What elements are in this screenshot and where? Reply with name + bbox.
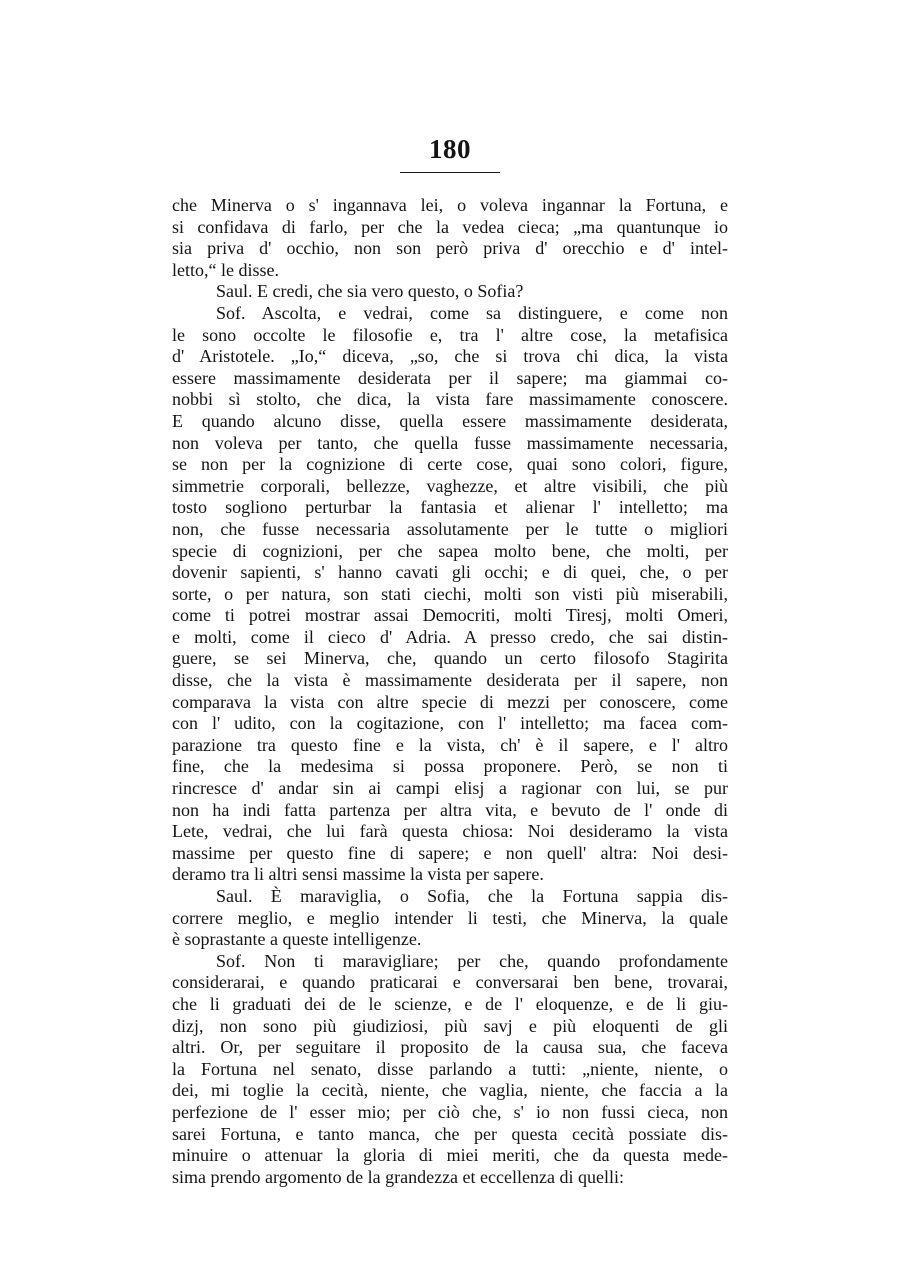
text-line: non, che fusse necessaria assolutamente per le tutte o migliori [172, 518, 728, 539]
text-line: sorte, o per natura, son stati ciechi, molti son visti più miserabili, [172, 583, 728, 604]
text-line: guere, se sei Minerva, che, quando un certo filosofo Stagirita [172, 648, 728, 669]
text-line: deramo tra li altri sensi massime la vista per sapere. [172, 864, 544, 885]
text-line: disse, che la vista è massimamente desiderata per il sapere, non [172, 670, 728, 691]
text-line: Saul. E credi, che sia vero questo, o Sofia? [216, 281, 524, 302]
text-line: con l' udito, con la cogitazione, con l' intelletto; ma facea com- [172, 713, 728, 734]
text-line: parazione tra questo fine e la vista, ch' è il sapere, e l' altro [172, 734, 728, 755]
text-line: sia priva d' occhio, non son però priva d' orecchio e d' intel- [172, 238, 728, 259]
text-line: altri. Or, per seguitare il proposito de la causa sua, che faceva [172, 1037, 728, 1058]
text-line: fine, che la medesima si possa proponere. Però, se non ti [172, 756, 728, 777]
body-text [172, 195, 728, 1188]
text-line: correre meglio, e meglio intender li testi, che Minerva, la quale [172, 907, 728, 928]
text-line: Sof. Non ti maravigliare; per che, quando profondamente [216, 950, 728, 971]
text-line: che Minerva o s' ingannava lei, o voleva ingannar la Fortuna, e [172, 195, 728, 215]
text-line: non ha indi fatta partenza per altra vita, e bevuto de l' onde di [172, 799, 728, 820]
text-line: si confidava di farlo, per che la vedea cieca; „ma quantunque io [172, 216, 728, 237]
text-line: se non per la cognizione di certe cose, quai sono colori, figure, [172, 454, 728, 475]
text-line: dei, mi toglie la cecità, niente, che vaglia, niente, che faccia a la [172, 1080, 728, 1101]
text-line: nobbi sì stolto, che dica, la vista fare massimamente conoscere. [172, 389, 728, 410]
text-line: massime per questo fine di sapere; e non quell' altra: Noi desi- [172, 842, 728, 863]
text-line: considerarai, e quando praticarai e conversarai ben bene, trovarai, [172, 972, 728, 993]
text-line: essere massimamente desiderata per il sapere; ma giammai co- [172, 367, 728, 388]
header-rule [400, 172, 500, 173]
text-line: non voleva per tanto, che quella fusse massimamente necessaria, [172, 432, 728, 453]
text-line: Lete, vedrai, che lui farà questa chiosa: Noi desideramo la vista [172, 821, 728, 842]
text-line: sarei Fortuna, e tanto manca, che per questa cecità possiate dis- [172, 1123, 728, 1144]
text-line: le sono occolte le filosofie e, tra l' altre cose, la metafisica [172, 324, 728, 345]
text-line: comparava la vista con altre specie di mezzi per conoscere, come [172, 691, 728, 712]
text-line: letto,“ le disse. [172, 259, 279, 280]
text-line: perfezione de l' esser mio; per ciò che, s' io non fussi cieca, non [172, 1101, 728, 1122]
text-line: dizj, non sono più giudiziosi, più savj e più eloquenti de gli [172, 1015, 728, 1036]
text-line: E quando alcuno disse, quella essere massimamente desiderata, [172, 410, 728, 431]
text-line: come ti potrei mostrar assai Democriti, molti Tiresj, molti Omeri, [172, 605, 728, 626]
text-line: Saul. È maraviglia, o Sofia, che la Fortuna sappia dis- [216, 886, 728, 906]
page-number: 180 [429, 134, 471, 164]
text-line: è soprastante a queste intelligenze. [172, 929, 422, 950]
text-line: la Fortuna nel senato, disse parlando a tutti: „niente, niente, o [172, 1058, 728, 1079]
text-line: dovenir sapienti, s' hanno cavati gli occhi; e di quei, che, o per [172, 562, 728, 583]
text-line: specie di cognizioni, per che sapea molto bene, che molti, per [172, 540, 728, 561]
text-line: Sof. Ascolta, e vedrai, come sa distinguere, e come non [216, 302, 728, 323]
text-line: sima prendo argomento de la grandezza et eccellenza di quelli: [172, 1166, 624, 1187]
text-line: che li graduati dei de le scienze, e de l' eloquenze, e de li giu- [172, 993, 728, 1014]
text-line: d' Aristotele. „Io,“ diceva, „so, che si trova chi dica, la vista [172, 346, 728, 367]
text-line: e molti, come il cieco d' Adria. A presso credo, che sai distin- [172, 626, 728, 647]
text-line: simmetrie corporali, bellezze, vaghezze, et altre visibili, che più [172, 475, 728, 496]
text-line: tosto sogliono perturbar la fantasia et alienar l' intelletto; ma [172, 497, 728, 518]
text-line: minuire o attenuar la gloria di miei meriti, che da questa mede- [172, 1145, 728, 1166]
text-line: rincresce d' andar sin ai campi elisj a ragionar con lui, se pur [172, 778, 728, 799]
